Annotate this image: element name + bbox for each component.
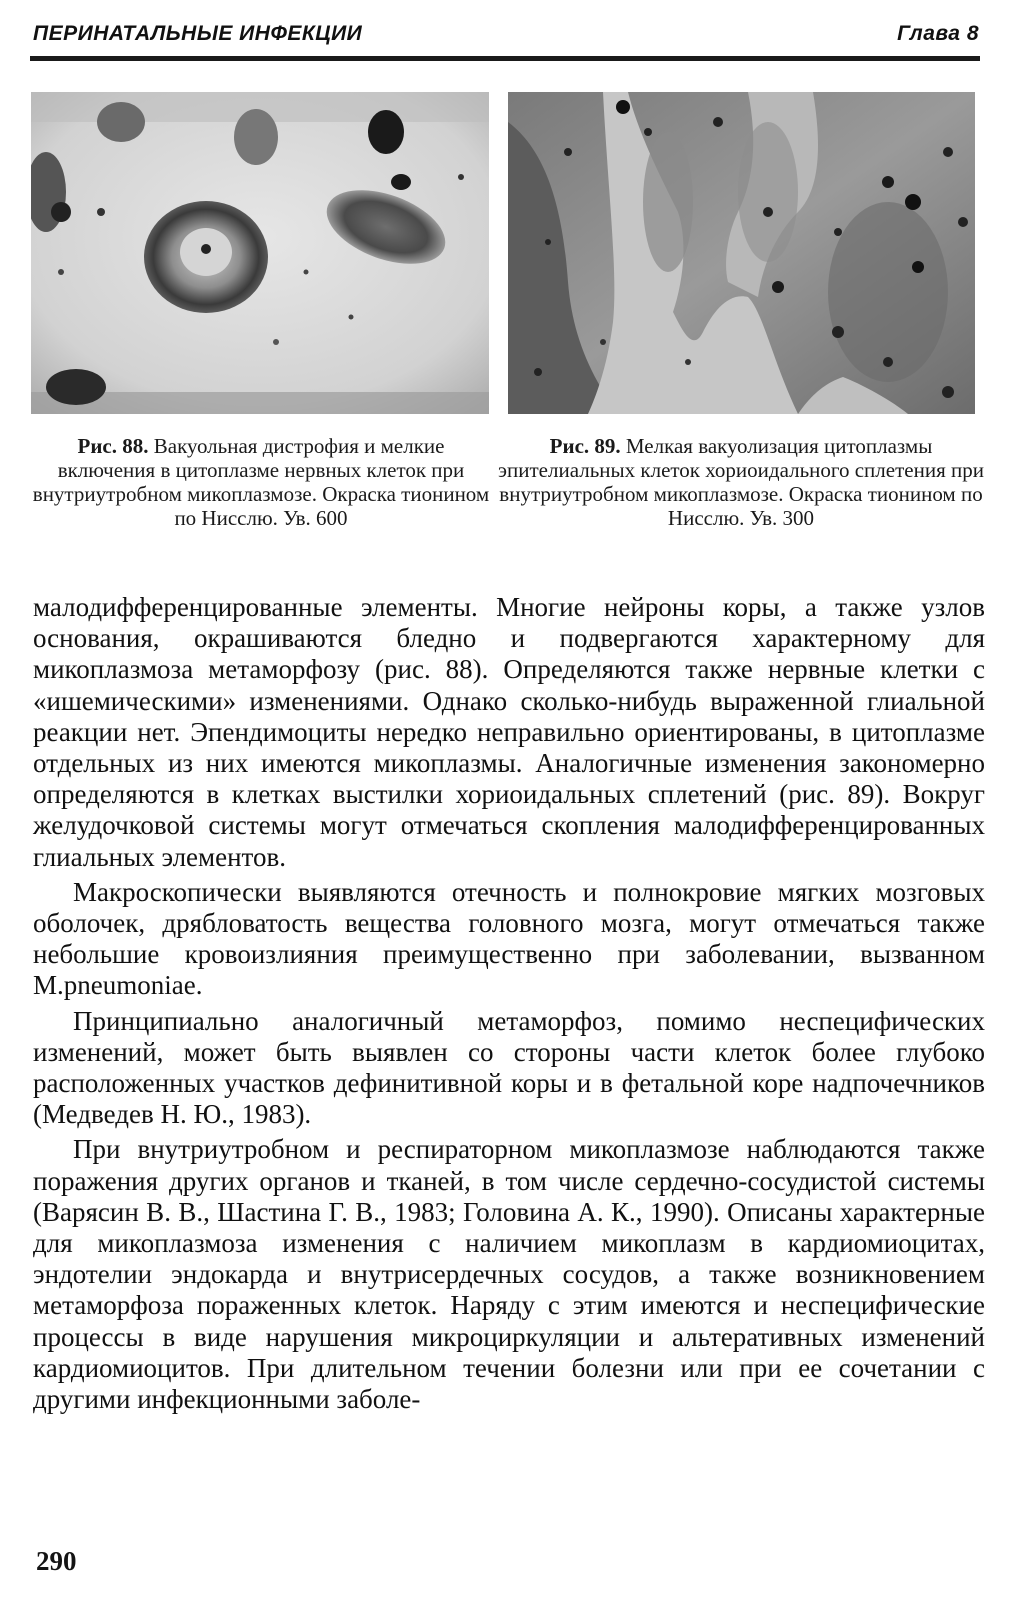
figure-89-micrograph [508,92,975,414]
paragraph: малодифференцированные элементы. Многие нейроны коры, а также узлов основания, окрашиваются бледно и подвергаются характерному для микоплазмоза метаморфозу (рис. 88). Определяются также нервные клетки с «ишемическими» изменениями. Однако сколько-нибудь выраженной глиальной реакции нет. Эпендимоциты нередко неправильно ориентированы, в цитоплазме отдельных из них имеются микоплазмы. Аналогичные изменения закономерно определяются в клетках выстилки хориоидальных сплетений (рис. 89). Вокруг желудочковой системы могут отмечаться скопления малодифференцированных глиальных элементов. [33,592,985,872]
running-head [33,22,983,48]
paragraph: Макроскопически выявляются отечность и полнокровие мягких мозговых оболочек, дрябловатость вещества головного мозга, могут отмечаться также небольшие кровоизлияния преимущественно при заболевании, вызванном M.pneumoniae. [33,876,985,1001]
figure-89-caption-text: Мелкая вакуолизация цитоплазмы эпителиальных клеток хориоидального сплетения при внутриутробном микоплазмозе. Окраска тионином по Нисслю. Ув. 300 [498,434,984,530]
header-rule [30,56,980,61]
chapter-label: Глава 8 [897,22,979,45]
paragraph: Принципиально аналогичный метаморфоз, помимо неспецифических изменений, может быть выявлен со стороны части клеток более глубоко расположенных участков дефинитивной коры и в фетальной коре надпочечников (Медведев Н. Ю., 1983). [33,1005,985,1130]
figure-89-label: Рис. 89. [549,434,621,458]
figure-88-caption [32,434,490,530]
paragraph: При внутриутробном и респираторном микоплазмозе наблюдаются также поражения других органов и тканей, в том числе сердечно-сосудистой системы (Варясин В. В., Шастина Г. В., 1983; Головина А. К., 1990). Описаны характерные для микоплазмоза изменения с наличием микоплазм в кардиомиоцитах, эндотелии эндокарда и внутрисердечных сосудов, а также возникновением метаморфоза пораженных клеток. Наряду с этим имеются и неспецифические процессы в виде нарушения микроциркуляции и альтеративных изменений кардиомиоцитов. При длительном течении болезни или при ее сочетании с другими инфекционными заболе- [33,1134,985,1415]
figure-89-caption [496,434,986,530]
figure-88-label: Рис. 88. [77,434,149,458]
section-title: ПЕРИНАТАЛЬНЫЕ ИНФЕКЦИИ [33,22,363,45]
body-text [33,592,985,1415]
page-number: 290 [36,1546,77,1576]
figure-88-caption-text: Вакуольная дистрофия и мелкие включения в цитоплазме нервных клеток при внутриутробном микоплазмозе. Окраска тионином по Нисслю. Ув. 600 [32,434,490,530]
figure-88-micrograph [31,92,489,414]
